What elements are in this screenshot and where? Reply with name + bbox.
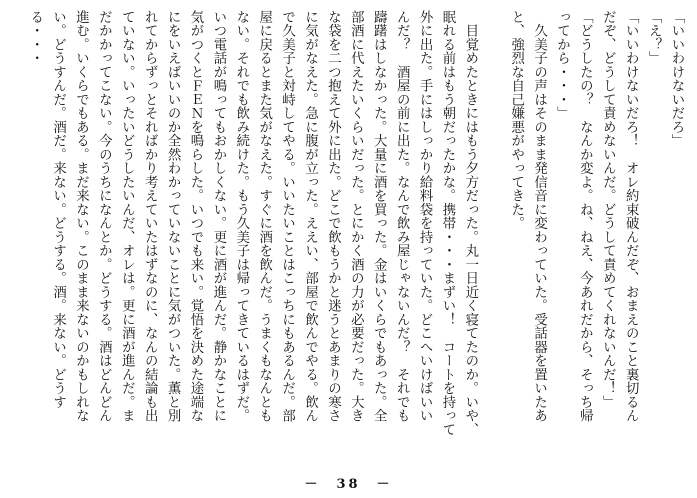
text-line: い。どうすんだ。酒だ。来ない。どうする。酒。来ない。どうす [50, 10, 66, 409]
text-line: 目覚めたときにはもう夕方だった。丸一日近く寝てたのか。いや、 [462, 10, 478, 437]
text-line: 眠れる前はもう朝だったかな。携帯・・・まずい！ コートを持って [439, 10, 455, 437]
section-break [481, 10, 504, 463]
text-line: ていない。いったいどうしたいんだ、オレは。更に酒が進んだ。ま [119, 10, 135, 423]
section-break [5, 10, 23, 463]
text-line: にをいえばいいのか全然わかっていないことに気がついた。薫と別 [165, 10, 181, 423]
text-line: 「いいわけないだろ！ オレ約束破んだぞ、おまえのこと裏切るん [623, 10, 639, 423]
text-line: 久美子の声はそのまま発信音に変わっていた。受話器を置いたあ [531, 10, 547, 423]
vertical-text-body [5, 10, 687, 463]
text-line: と、強烈な自己嫌悪がやってきた。 [508, 10, 524, 230]
text-line: 「どうしたの？ なんか変よ。ね、ねえ、今あれだから、そっち帰 [577, 10, 593, 423]
drinking-section [23, 10, 481, 463]
text-line: 屋に戻るとまた気がなえた。すぐに酒を飲んだ。うまくもなんとも [256, 10, 272, 423]
text-line: れてからずっとそればかり考えていたはずなのに、なんの結論も出 [142, 10, 158, 423]
text-line: 部酒に代えたいくらいだった。とにかく酒の力が必要だった。大き [348, 10, 364, 423]
page-number: － 38 － [304, 477, 393, 492]
text-line: 「え？」 [646, 10, 662, 65]
text-line: で久美子と対峙してやる。いいたいことはこっちにもあるんだ。部 [279, 10, 295, 423]
text-line: だかかってこない。今のうちになんとか。どうする。酒はどんどん [96, 10, 112, 423]
text-line: 外に出た。手にはしっかり給料袋を持っていた。どこへいけばいい [417, 10, 433, 423]
text-line: な袋を二つ抱えて外に出た。どこで飲もうかと迷うとあまりの寒さ [325, 10, 341, 423]
text-line: んだ？ 酒屋の前に出た。なんで飲み屋じゃないんだ？ それでも [394, 10, 410, 423]
text-line: だぞ、どうして責めないんだ。どうして責めてくれないんだ！」 [600, 10, 616, 409]
text-line: ない。それでも飲み続けた。もう久美子は帰ってきているはずだ。 [233, 10, 249, 423]
dialogue-section [504, 10, 687, 463]
text-line: 「いいわけないだろ」 [669, 10, 684, 148]
text-line: いつ電話が鳴ってもおかしくない。更に酒が進んだ。静かなことに [210, 10, 226, 423]
text-line: 躊躇はしなかった。大量に酒を買った。金はいくらでもあった。全 [371, 10, 387, 423]
text-line: に気がなえた。急に腹が立った。ええい、部屋で飲んでやる。飲ん [302, 10, 318, 423]
text-line: ってから・・・」 [554, 10, 570, 120]
text-line: 進む。いくらでもある。まだ来ない。このまま来ないのかもしれな [73, 10, 89, 423]
text-line: 気がつくとＦＥＮを鳴らした。いつでも来い。覚悟を決めた途端な [187, 10, 203, 423]
text-line: る・・・ [27, 10, 43, 65]
